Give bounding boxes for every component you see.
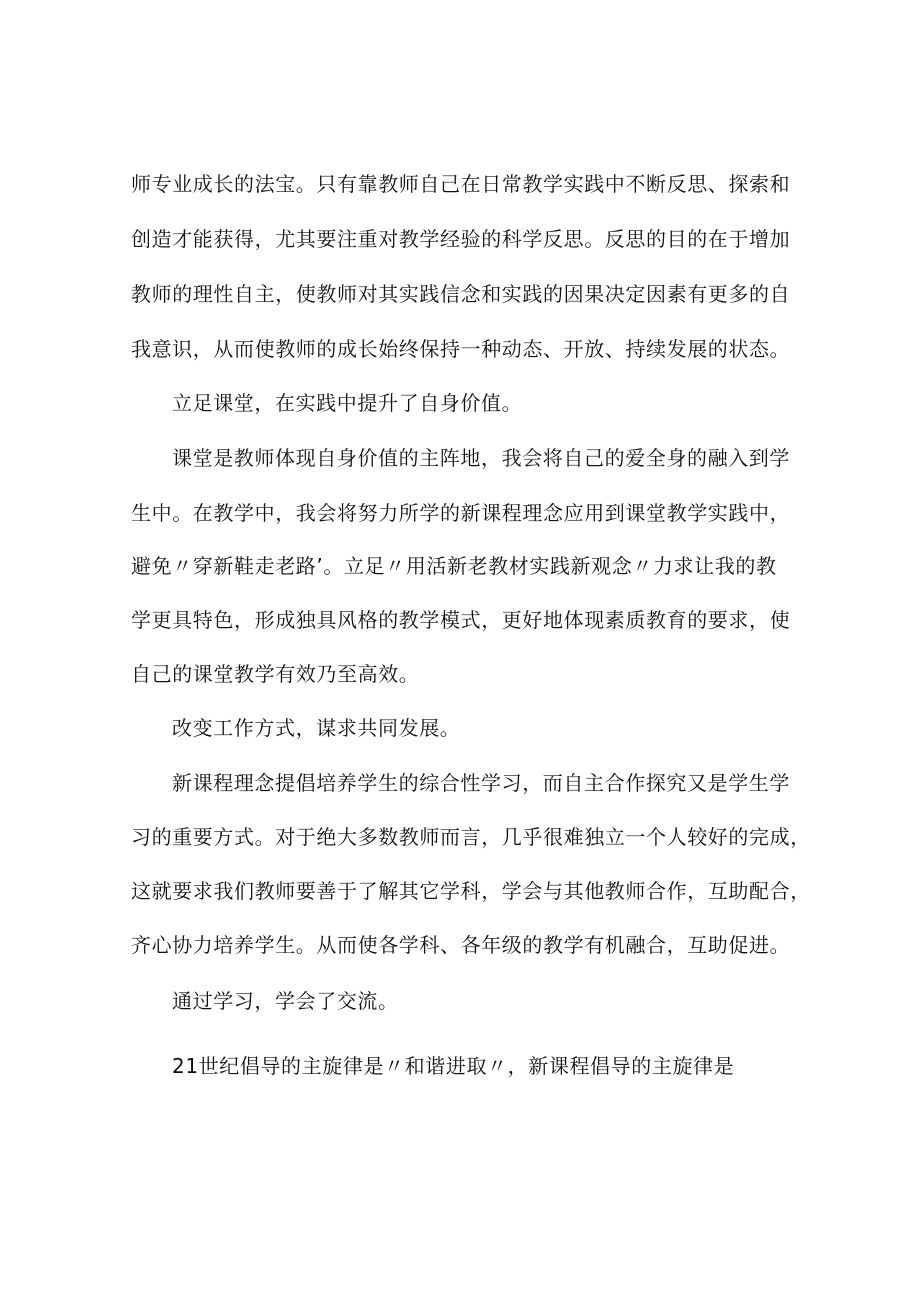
text-line: 学更具特色，形成独具风格的教学模式，更好地体现素质教育的要求，使: [131, 608, 791, 632]
text-line: 课堂是教师体现自身价值的主阵地，我会将自己的爱全身的融入到学: [172, 446, 790, 470]
text-line: 避免〃穿新鞋走老路’。立足〃用活新老教材实践新观念〃力求让我的教: [131, 554, 777, 578]
section-heading: 改变工作方式，谋求共同发展。: [172, 716, 461, 740]
text-line: 师专业成长的法宝。只有靠教师自己在日常教学实践中不断反思、探索和: [131, 172, 791, 196]
section-heading: 通过学习，学会了交流。: [172, 989, 399, 1013]
text-line: 习的重要方式。对于绝大多数教师而言，几乎很难独立一个人较好的完成，: [131, 825, 811, 849]
section-heading: 立足课堂，在实践中提升了自身价值。: [172, 391, 523, 415]
text-line: 我意识，从而使教师的成长始终保持一种动态、开放、持续发展的状态。: [131, 337, 791, 361]
text-line: 生中。在教学中，我会将努力所学的新课程理念应用到课堂教学实践中，: [131, 501, 791, 525]
text-line: 自己的课堂教学有效乃至高效。: [131, 662, 420, 686]
text-line: 21世纪倡导的主旋律是〃和谐进取〃，新课程倡导的主旋律是: [172, 1054, 735, 1078]
text-line: 创造才能获得，尤其要注重对教学经验的科学反思。反思的目的在于增加: [131, 227, 791, 251]
text-line: 教师的理性自主，使教师对其实践信念和实践的因果决定因素有更多的自: [131, 282, 791, 306]
text-line: 齐心协力培养学生。从而使各学科、各年级的教学有机融合，互助促进。: [131, 933, 791, 957]
text-line: 这就要求我们教师要善于了解其它学科，学会与其他教师合作，互助配合，: [131, 879, 811, 903]
text-line: 新课程理念提倡培养学生的综合性学习，而自主合作探究又是学生学: [172, 771, 790, 795]
